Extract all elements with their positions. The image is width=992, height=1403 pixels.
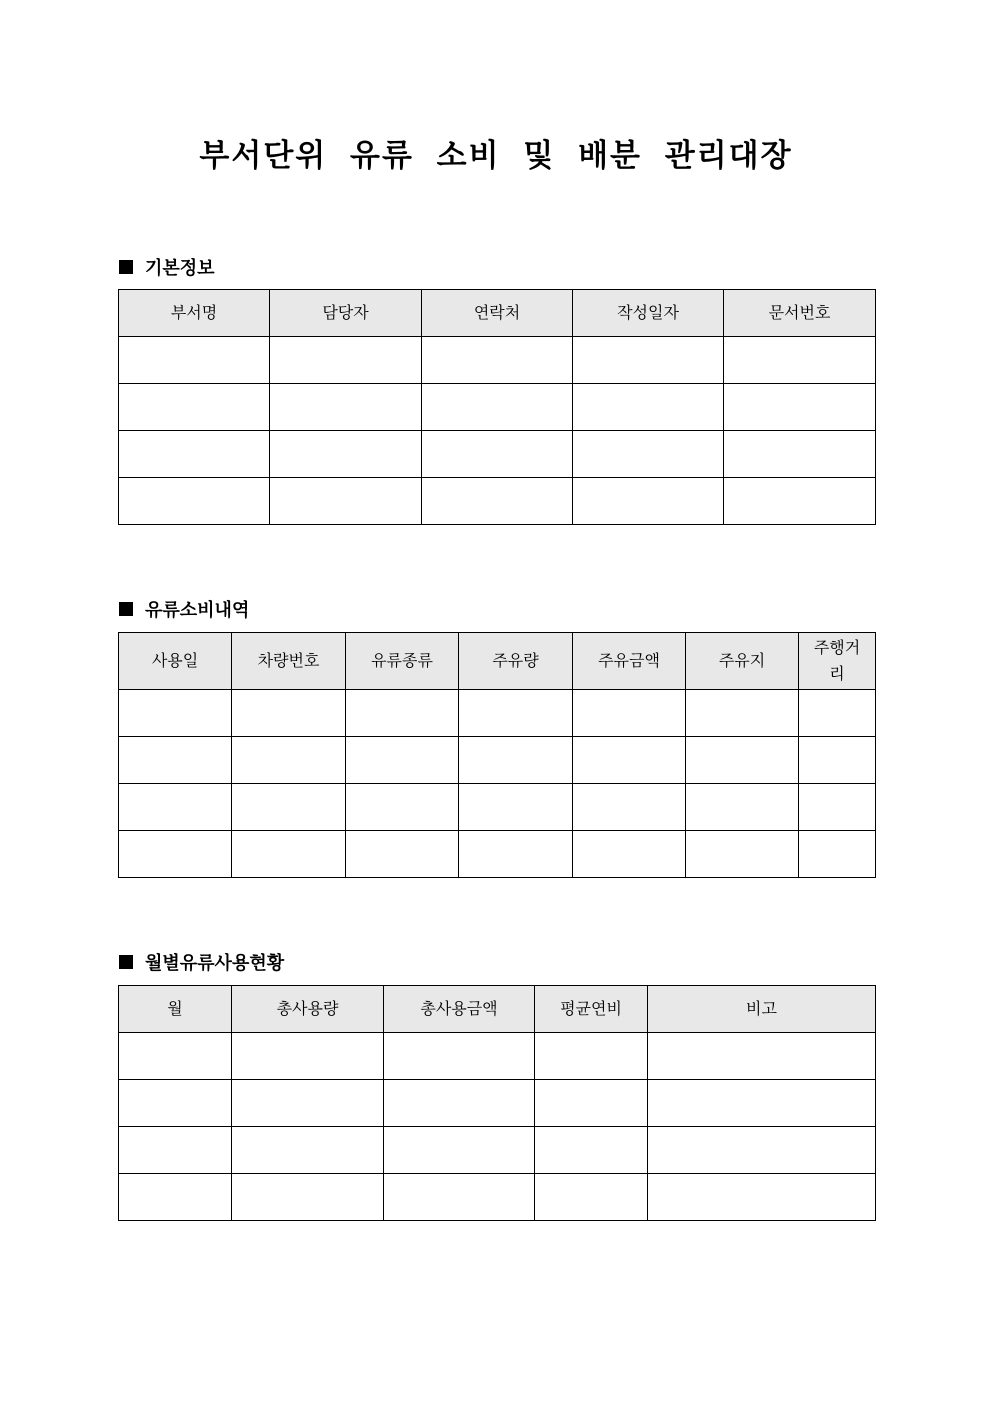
table-cell[interactable] [119, 737, 232, 784]
table-cell[interactable] [535, 1033, 648, 1080]
section-heading-label: 유류소비내역 [145, 600, 250, 621]
table-cell[interactable] [459, 831, 573, 878]
header-cell: 사용일 [119, 633, 232, 690]
header-cell: 작성일자 [573, 290, 724, 337]
table-cell[interactable] [270, 431, 422, 478]
table-cell[interactable] [799, 831, 876, 878]
table-row [119, 1033, 876, 1080]
table-cell[interactable] [573, 384, 724, 431]
table-cell[interactable] [573, 690, 686, 737]
table-cell[interactable] [119, 337, 270, 384]
table-header-row [119, 986, 876, 1033]
table-cell[interactable] [232, 1080, 384, 1127]
header-cell: 비고 [648, 986, 876, 1033]
table-cell[interactable] [119, 1174, 232, 1221]
table-cell[interactable] [119, 431, 270, 478]
table-cell[interactable] [346, 737, 459, 784]
header-cell: 차량번호 [232, 633, 346, 690]
section-heading-label: 월별유류사용현황 [145, 953, 285, 974]
table-cell[interactable] [535, 1174, 648, 1221]
table-row [119, 384, 876, 431]
table-row [119, 1080, 876, 1127]
header-cell: 평균연비 [535, 986, 648, 1033]
table-cell[interactable] [346, 831, 459, 878]
table-row [119, 737, 876, 784]
table-header-row [119, 633, 876, 690]
table-cell[interactable] [535, 1080, 648, 1127]
table-cell[interactable] [422, 384, 573, 431]
table-cell[interactable] [422, 431, 573, 478]
header-cell: 주유금액 [573, 633, 686, 690]
document-title: 부서단위 유류 소비 및 배분 관리대장 [199, 138, 793, 174]
header-cell: 주행거리 [799, 633, 876, 690]
section-heading-label: 기본정보 [145, 258, 215, 279]
table-cell[interactable] [724, 337, 876, 384]
table-cell[interactable] [232, 1127, 384, 1174]
table-cell[interactable] [422, 337, 573, 384]
table-cell[interactable] [686, 784, 799, 831]
table-cell[interactable] [648, 1174, 876, 1221]
table-cell[interactable] [232, 690, 346, 737]
table-cell[interactable] [686, 831, 799, 878]
section-heading-basic-info [119, 254, 215, 280]
table-cell[interactable] [459, 690, 573, 737]
table-cell[interactable] [119, 690, 232, 737]
table-cell[interactable] [648, 1080, 876, 1127]
table-cell[interactable] [799, 737, 876, 784]
table-cell[interactable] [535, 1127, 648, 1174]
table-cell[interactable] [232, 1033, 384, 1080]
square-bullet-icon [119, 260, 133, 274]
table-cell[interactable] [724, 431, 876, 478]
monthly-usage-table [118, 985, 876, 1221]
table-cell[interactable] [119, 1033, 232, 1080]
header-cell: 총사용량 [232, 986, 384, 1033]
table-row [119, 431, 876, 478]
table-cell[interactable] [686, 737, 799, 784]
header-cell: 주유지 [686, 633, 799, 690]
table-cell[interactable] [119, 384, 270, 431]
table-cell[interactable] [232, 784, 346, 831]
header-cell: 부서명 [119, 290, 270, 337]
table-cell[interactable] [573, 784, 686, 831]
table-cell[interactable] [270, 478, 422, 525]
table-cell[interactable] [573, 337, 724, 384]
table-row [119, 1127, 876, 1174]
table-cell[interactable] [232, 737, 346, 784]
table-row [119, 690, 876, 737]
table-cell[interactable] [346, 690, 459, 737]
table-cell[interactable] [232, 831, 346, 878]
fuel-consumption-table [118, 632, 876, 878]
section-heading-monthly-usage [119, 949, 284, 975]
header-cell: 문서번호 [724, 290, 876, 337]
square-bullet-icon [119, 602, 133, 616]
header-cell: 담당자 [270, 290, 422, 337]
header-cell: 연락처 [422, 290, 573, 337]
table-row [119, 337, 876, 384]
table-row [119, 784, 876, 831]
table-row [119, 831, 876, 878]
table-cell[interactable] [119, 784, 232, 831]
table-cell[interactable] [384, 1080, 535, 1127]
header-cell: 유류종류 [346, 633, 459, 690]
table-cell[interactable] [648, 1127, 876, 1174]
table-cell[interactable] [573, 431, 724, 478]
table-cell[interactable] [384, 1174, 535, 1221]
table-cell[interactable] [384, 1127, 535, 1174]
table-cell[interactable] [724, 478, 876, 525]
table-cell[interactable] [648, 1033, 876, 1080]
table-cell[interactable] [270, 384, 422, 431]
table-cell[interactable] [459, 737, 573, 784]
table-cell[interactable] [119, 478, 270, 525]
table-cell[interactable] [799, 784, 876, 831]
table-cell[interactable] [422, 478, 573, 525]
header-cell: 월 [119, 986, 232, 1033]
header-cell: 주유량 [459, 633, 573, 690]
table-cell[interactable] [573, 737, 686, 784]
table-cell[interactable] [384, 1033, 535, 1080]
header-cell: 총사용금액 [384, 986, 535, 1033]
table-cell[interactable] [270, 337, 422, 384]
table-cell[interactable] [119, 1080, 232, 1127]
table-cell[interactable] [724, 384, 876, 431]
table-cell[interactable] [686, 690, 799, 737]
table-cell[interactable] [119, 1127, 232, 1174]
square-bullet-icon [119, 955, 133, 969]
table-cell[interactable] [573, 831, 686, 878]
table-header-row [119, 290, 876, 337]
basic-info-table [118, 289, 876, 525]
table-cell[interactable] [573, 478, 724, 525]
table-row [119, 478, 876, 525]
section-heading-fuel-consumption [119, 596, 249, 622]
table-cell[interactable] [459, 784, 573, 831]
table-cell[interactable] [119, 831, 232, 878]
table-row [119, 1174, 876, 1221]
table-cell[interactable] [346, 784, 459, 831]
table-cell[interactable] [799, 690, 876, 737]
table-cell[interactable] [232, 1174, 384, 1221]
